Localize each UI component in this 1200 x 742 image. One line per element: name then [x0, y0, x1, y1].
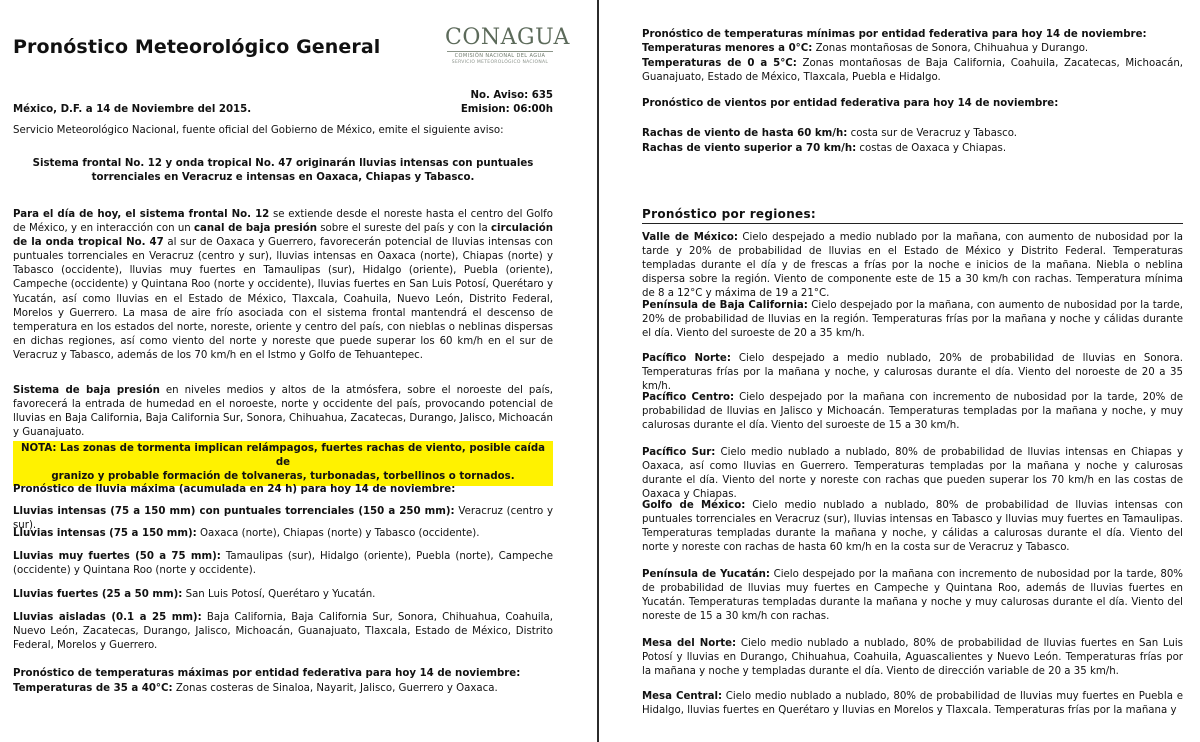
rain-text: Tamaulipas (sur), Hidalgo (oriente), Puebla (norte), Campeche (occidente) y Quintana Roo (norte y occidente). [13, 551, 553, 577]
region-name: Mesa Central: [642, 691, 723, 702]
tmin-item-1 [642, 42, 1088, 56]
region-text: Cielo despejado a medio nublado por la mañana, con aumento de nubosidad por la tarde y 20% de probabilidad de lluvias en el Estado de México y Distrito Federal. Temperaturas templadas durante el día y de frescas a frías por la noche e inicios de la mañana. Niebla o neblina dispersa sobre la región. Viento de componente este de 15 a 30 km/h con rachas. Temperatura mínima de 8 a 12°C y máxima de 19 a 21°C. [642, 232, 1183, 300]
tmin-text: Zonas montañosas de Sonora, Chihuahua y Durango. [812, 43, 1089, 54]
bold-phrase: Sistema de baja presión [13, 385, 160, 396]
headline-line-2: torrenciales en Veracruz e intensas en Oaxaca, Chiapas y Tabasco. [91, 172, 475, 184]
tmin-label: Temperaturas menores a 0°C: [642, 43, 813, 54]
nota-line-1: NOTA: Las zonas de tormenta implican relámpagos, fuertes rachas de viento, posible caída de [20, 443, 545, 469]
text-run: se extiende desde el noreste hasta el centro del Golfo de México, y en interacción con un [13, 209, 553, 235]
logo-wordmark: CONAGUA [445, 25, 570, 50]
tmax-title: Pronóstico de temperaturas máximas por entidad federativa para hoy 14 de noviembre: [13, 668, 521, 679]
region-name: Valle de México: [642, 232, 738, 243]
rain-label: Lluvias fuertes (25 a 50 mm): [13, 589, 183, 600]
paragraph-frontal-system [13, 208, 553, 363]
tmin-text: Zonas montañosas de Baja California, Coahuila, Zacatecas, Michoacán, Guanajuato, Estado de México, Tlaxcala, Puebla e Hidalgo. [642, 58, 1184, 84]
region-text: Cielo medio nublado a nublado, 80% de probabilidad de lluvias intensas en Chiapas y Oaxaca, así como lluvias en Guerrero. Temperaturas templadas por la mañana y noche y calurosas durante el día. Viento del norte y noreste con rachas que pueden superar los 70 km/h en las costas de Oaxaca y Chiapas. [642, 447, 1183, 501]
regions-heading [642, 207, 1183, 224]
region-item [642, 690, 1183, 718]
date-line: México, D.F. a 14 de Noviembre del 2015. [13, 104, 252, 115]
region-name: Península de Baja California: [642, 300, 808, 311]
rain-label: Lluvias intensas (75 a 150 mm): [13, 528, 197, 539]
wind-item-2 [642, 142, 1006, 156]
page-title: Pronóstico Meteorológico General [13, 36, 381, 58]
region-name: Pacífico Centro: [642, 392, 735, 403]
wind-label: Rachas de viento de hasta 60 km/h: [642, 128, 848, 139]
rain-item [13, 611, 553, 653]
wind-title: Pronóstico de vientos por entidad federativa para hoy 14 de noviembre: [642, 98, 1059, 109]
region-item [642, 391, 1183, 433]
bold-phrase: Para el día de hoy, el sistema frontal No. 12 [13, 209, 270, 220]
region-text: Cielo despejado a medio nublado, 20% de probabilidad de lluvias en Sonora. Temperaturas frías por la mañana y noche, y calurosas durante el día. Viento del noroeste de 20 a 35 km/h. [642, 353, 1183, 393]
nota-line-2: granizo y probable formación de tolvaneras, turbonadas, torbellinos o tornados. [51, 471, 515, 483]
rain-label: Lluvias muy fuertes (50 a 75 mm): [13, 551, 221, 562]
rain-item [13, 550, 553, 578]
headline [13, 157, 553, 185]
rain-label: Lluvias aisladas (0.1 a 25 mm): [13, 612, 202, 623]
region-name: Pacífico Sur: [642, 447, 716, 458]
bold-phrase: canal de baja presión [194, 223, 317, 235]
logo-subtitle-1: COMISIÓN NACIONAL DEL AGUA [454, 53, 546, 59]
rain-text: Veracruz (centro y sur). [13, 506, 553, 532]
intro-text: Servicio Meteorológico Nacional, fuente oficial del Gobierno de México, emite el siguiente aviso: [13, 125, 504, 136]
region-item [642, 231, 1183, 301]
region-item [642, 568, 1183, 624]
bold-phrase: circulación de la onda tropical No. 47 [13, 223, 554, 249]
tmax-item [13, 682, 498, 696]
region-item [642, 299, 1183, 341]
rain-item [13, 588, 553, 602]
conagua-logo [445, 25, 570, 66]
tmin-item-2 [642, 57, 1183, 85]
region-text: Cielo despejado por la mañana, con aumento de nubosidad por la tarde, 20% de probabilidad de lluvias en la región. Temperaturas frías por la mañana y noche y cálidas durante el día. Viento del suroeste de 20 a 35 km/h. [642, 300, 1183, 340]
rain-text: San Luis Potosí, Querétaro y Yucatán. [182, 589, 376, 600]
wind-item-1 [642, 127, 1017, 141]
region-item [642, 446, 1183, 502]
rain-text: Baja California, Baja California Sur, Sonora, Chihuahua, Coahuila, Nuevo León, Zacatecas, Durango, Jalisco, Michoacán, Guanajuato, Tlaxcala, Estado de México, Distrito Federal, Morelos y Guerrero. [13, 612, 553, 652]
tmax-text: Zonas costeras de Sinaloa, Nayarit, Jalisco, Guerrero y Oaxaca. [172, 683, 498, 694]
region-text: Cielo despejado por la mañana con incremento de nubosidad por la tarde, 80% de probabilidad de lluvias muy fuertes en Campeche y Quintana Roo, además de lluvias fuertes en Yucatán. Temperaturas templadas durante la mañana y noche y muy calurosas durante el día. Viento del noreste de 15 a 30 km/h con rachas. [642, 569, 1183, 623]
region-name: Península de Yucatán: [642, 569, 770, 580]
region-name: Pacífico Norte: [642, 353, 731, 364]
rain-label: Lluvias intensas (75 a 150 mm) con puntuales torrenciales (150 a 250 mm): [13, 506, 455, 517]
rain-forecast-title: Pronóstico de lluvia máxima (acumulada en 24 h) para hoy 14 de noviembre: [13, 484, 456, 495]
region-text: Cielo medio nublado a nublado, 80% de probabilidad de lluvias fuertes en San Luis Potosí y lluvias en Durango, Chihuahua, Coahuila, Aguascalientes y Nuevo León. Temperaturas frías por la mañana y noche y templadas durante el día. Viento de dirección variable de 20 a 35 km/h. [642, 638, 1183, 678]
rain-text: Oaxaca (norte), Chiapas (norte) y Tabasco (occidente). [196, 528, 480, 539]
region-text: Cielo medio nublado a nublado, 80% de probabilidad de lluvias intensas con puntuales torrenciales en Veracruz (sur), lluvias intensas en Tabasco y lluvias muy fuertes en Tamaulipas. Temperaturas templadas durante la mañana y noche, y cálidas a calurosas durante el día. Viento del norte y noreste con rachas de hasta 60 km/h en la costa sur de Veracruz y Tabasco. [642, 500, 1183, 554]
tmax-label: Temperaturas de 35 a 40°C: [13, 683, 173, 694]
logo-subtitle-2: SERVICIO METEOROLÓGICO NACIONAL [451, 60, 549, 65]
wind-text: costa sur de Veracruz y Tabasco. [847, 128, 1018, 139]
wind-label: Rachas de viento superior a 70 km/h: [642, 143, 857, 154]
region-item [642, 352, 1183, 394]
emision-time: Emision: 06:00h [460, 104, 553, 115]
text-run: sobre el sureste del país y con la [317, 223, 492, 235]
region-name: Golfo de México: [642, 500, 746, 511]
aviso-number: No. Aviso: 635 [470, 90, 553, 101]
regions-title-underline [642, 223, 1183, 224]
left-page [0, 0, 598, 742]
right-page [600, 0, 1200, 742]
region-item [642, 499, 1183, 555]
regions-title: Pronóstico por regiones: [642, 207, 817, 221]
logo-divider [447, 51, 553, 52]
nota-highlight [13, 441, 553, 486]
tmin-title: Pronóstico de temperaturas mínimas por entidad federativa para hoy 14 de noviembre: [642, 29, 1147, 40]
text-run: en niveles medios y altos de la atmósfera, sobre el noroeste del país, favorecerá la entrada de humedad en el noroeste, norte y occidente del país, provocando potencial de lluvias en Baja California, Baja California Sur, Sonora, Chihuahua, Zacatecas, Durango, Jalisco, Michoacán y Guanajuato. [13, 385, 553, 439]
page-divider [597, 0, 599, 742]
rain-item [13, 527, 553, 541]
region-text: Cielo despejado por la mañana con incremento de nubosidad por la tarde, 20% de probabilidad de lluvias en Jalisco y Michoacán. Temperaturas templadas por la mañana y noche, y muy calurosas durante el día. Viento del suroeste de 15 a 30 km/h. [642, 392, 1183, 432]
region-item [642, 637, 1183, 679]
text-run: al sur de Oaxaca y Guerrero, favorecerán potencial de lluvias intensas con puntuales torrenciales en Veracruz (centro y sur), lluvias intensas en Oaxaca (norte), Chiapas (norte) y Tabasco (occidente), lluvias muy fuertes en Tamaulipas (sur), Hidalgo (oriente), Puebla (oriente), Campeche (occidente) y Quintana Roo (norte y occidente), lluvias fuertes en San Luis Potosí, Querétaro y Yucatán, así como lluvias en el Estado de México, Tlaxcala, Coahuila, Nuevo León, Distrito Federal, Morelos y Guerrero. La masa de aire frío asociada con el sistema frontal mantendrá el descenso de temperatura en los estados del norte, noreste, oriente y centro del país, con nieblas o neblinas dispersas en dichas regiones, así como viento del norte y noreste que puede superar los 60 km/h en el sur de Veracruz y Tabasco, además de los 70 km/h en el Istmo y Golfo de Tehuantepec. [13, 237, 553, 361]
wind-text: costas de Oaxaca y Chiapas. [856, 143, 1007, 154]
headline-line-1: Sistema frontal No. 12 y onda tropical No. 47 originarán lluvias intensas con puntuales [32, 158, 534, 169]
region-name: Mesa del Norte: [642, 638, 737, 649]
paragraph-low-pressure [13, 384, 553, 440]
region-text: Cielo medio nublado a nublado, 80% de probabilidad de lluvias muy fuertes en Puebla e Hidalgo, lluvias fuertes en Querétaro y lluvias en Morelos y Tlaxcala. Temperaturas frías por la mañana y [642, 691, 1183, 717]
tmin-label: Temperaturas de 0 a 5°C: [642, 58, 797, 69]
